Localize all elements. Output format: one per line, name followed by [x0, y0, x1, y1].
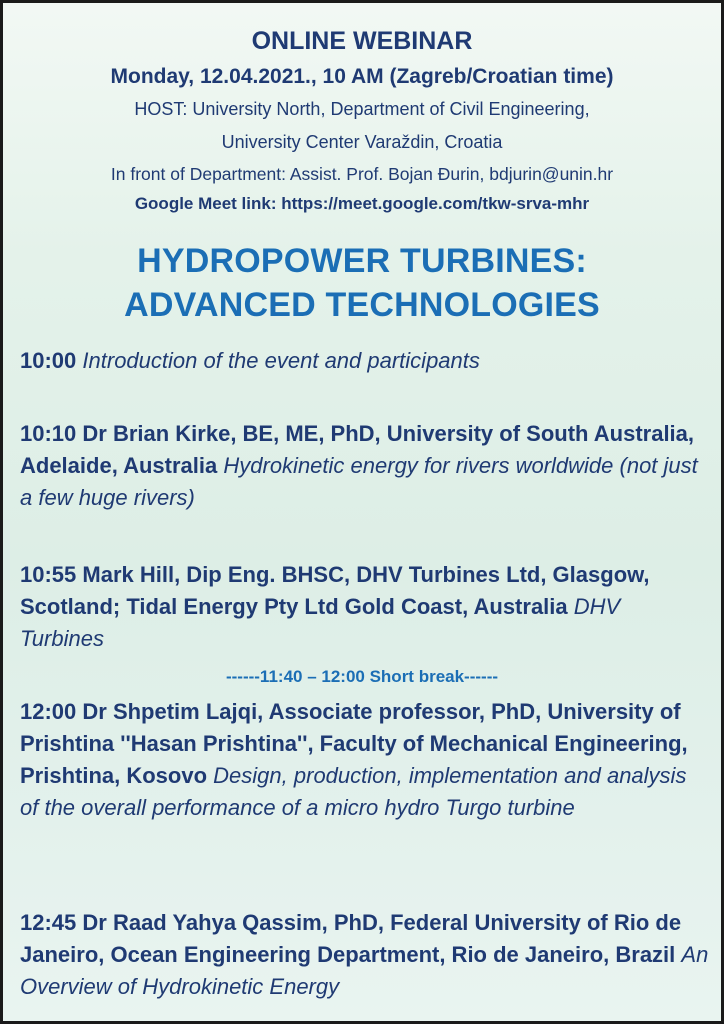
department-contact: In front of Department: Assist. Prof. Bojan Đurin, bdjurin@unin.hr: [110, 164, 614, 184]
program-talk-title: Introduction of the event and participants: [82, 348, 480, 373]
host-line-1: HOST: University North, Department of Civil Engineering,: [134, 99, 590, 119]
program-talk-title: Design, production, implementation and analysis of the overall performance of a micro hydro Turgo turbine: [20, 763, 687, 820]
host-line-2: University Center Varaždin, Croatia: [221, 132, 503, 152]
program-item: [20, 559, 710, 655]
program-talk-title: DHV Turbines: [20, 594, 621, 651]
program-speaker: 10:55 Mark Hill, Dip Eng. BHSC, DHV Turbines Ltd, Glasgow, Scotland; Tidal Energy Pty Ltd Gold Coast, Australia: [20, 562, 650, 619]
program-talk-title: Hydrokinetic energy for rivers worldwide (not just a few huge rivers): [20, 453, 698, 510]
program-item: [20, 418, 710, 514]
program-speaker: 10:00: [20, 348, 77, 373]
topic-line-1: HYDROPOWER TURBINES:: [137, 242, 587, 280]
program-item: [20, 696, 710, 824]
program-item: [20, 345, 710, 377]
webinar-title: ONLINE WEBINAR: [251, 27, 473, 55]
webinar-date: Monday, 12.04.2021., 10 AM (Zagreb/Croatian time): [110, 65, 614, 88]
short-break: ------11:40 – 12:00 Short break------: [225, 667, 499, 686]
program-talk-title: An Overview of Hydrokinetic Energy: [20, 942, 709, 999]
google-meet-link[interactable]: Google Meet link: https://meet.google.com/tkw-srva-mhr: [134, 194, 590, 213]
program-item: [20, 907, 710, 1003]
program-speaker: 12:45 Dr Raad Yahya Qassim, PhD, Federal University of Rio de Janeiro, Ocean Engineering Department, Rio de Janeiro, Brazil: [20, 910, 682, 967]
program-speaker: 10:10 Dr Brian Kirke, BE, ME, PhD, University of South Australia, Adelaide, Australia: [20, 421, 695, 478]
topic-heading: [3, 239, 721, 327]
topic-line-2: ADVANCED TECHNOLOGIES: [124, 286, 600, 324]
program-speaker: 12:00 Dr Shpetim Lajqi, Associate professor, PhD, University of Prishtina ''Hasan Prishtina'', Faculty of Mechanical Engineering, Prishtina, Kosovo: [20, 699, 688, 788]
